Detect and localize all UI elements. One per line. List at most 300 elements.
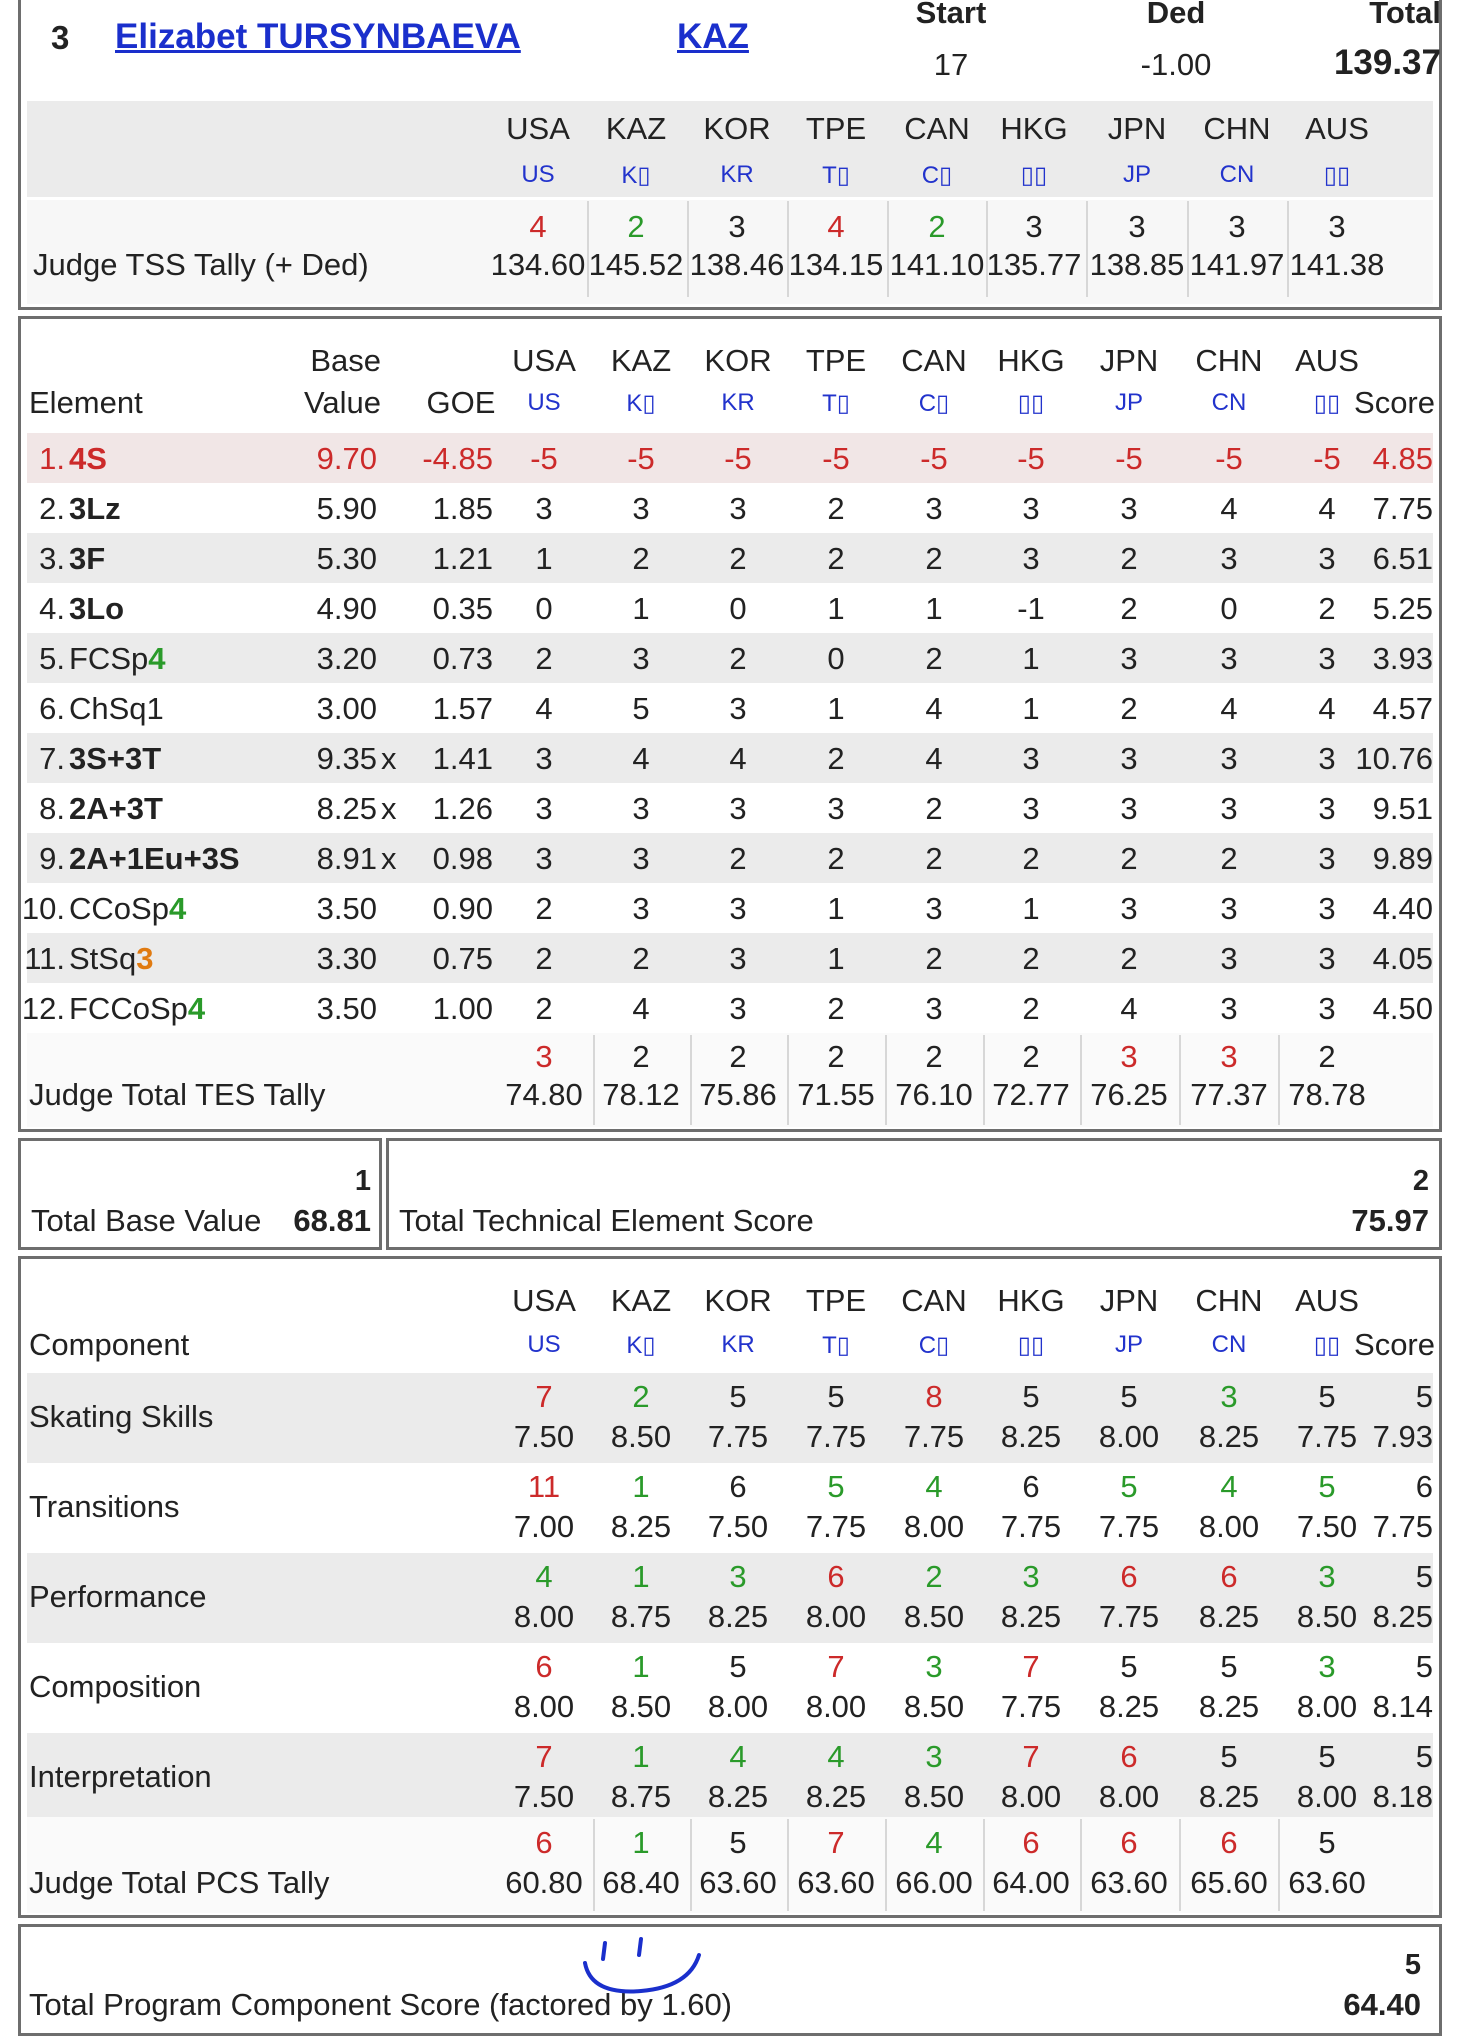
judge-rank: 5 <box>827 1469 845 1504</box>
judge-component-mark: 8.50 <box>903 1599 965 1634</box>
judge-code: AUS <box>1305 111 1369 146</box>
judge-score: 78.12 <box>602 1077 680 1112</box>
judge-rank: 1 <box>632 1559 650 1594</box>
judge-rank: 5 <box>1318 1379 1336 1414</box>
judge-code: CAN <box>901 343 967 378</box>
judge-goe-mark: 2 <box>925 841 943 876</box>
judge-component-mark: 7.75 <box>1000 1689 1062 1724</box>
judge-rank: 3 <box>1228 209 1246 244</box>
judge-goe-mark: 3 <box>632 891 650 926</box>
judge-goe-mark: 3 <box>1120 791 1138 826</box>
judge-rank: 2 <box>632 1039 650 1074</box>
judge-country-code: US <box>521 161 555 188</box>
judge-score: 76.10 <box>895 1077 973 1112</box>
judge-component-mark: 8.00 <box>1098 1779 1160 1814</box>
judge-rank: 1 <box>632 1739 650 1774</box>
ded-label: Ded <box>1146 0 1206 30</box>
nation-link[interactable]: KAZ <box>677 17 749 56</box>
judge-component-mark: 8.25 <box>707 1599 769 1634</box>
judge-country-code: CN <box>1219 161 1255 188</box>
element-score: 4.40 <box>1372 891 1433 926</box>
element-number: 2. <box>39 491 65 526</box>
judge-goe-mark: 3 <box>729 991 747 1026</box>
judge-goe-mark: 3 <box>1220 741 1238 776</box>
base-header-top: Base <box>310 343 381 378</box>
judge-rank: 4 <box>1220 1469 1238 1504</box>
judge-goe-mark: 5 <box>632 691 650 726</box>
judge-component-mark: 8.00 <box>1098 1419 1160 1454</box>
judge-rank: 2 <box>632 1379 650 1414</box>
judge-goe-mark: 3 <box>1120 741 1138 776</box>
base-value-box <box>18 1138 382 1250</box>
element-name: 3F <box>69 541 106 576</box>
judge-rank: 3 <box>1318 1559 1336 1594</box>
judge-component-mark: 8.25 <box>1000 1419 1062 1454</box>
element-number: 6. <box>39 691 65 726</box>
element-base-value: 9.35 <box>316 741 377 776</box>
judge-rank: 5 <box>729 1825 747 1860</box>
element-number: 1. <box>39 441 65 476</box>
judge-goe-mark: 3 <box>925 991 943 1026</box>
element-goe: 1.57 <box>432 691 493 726</box>
judge-country-code: K▯ <box>626 390 656 417</box>
judge-goe-mark: 3 <box>535 741 553 776</box>
judge-goe-mark: 4 <box>1120 991 1138 1026</box>
tes-tally-label: Judge Total TES Tally <box>29 1077 326 1112</box>
judge-component-mark: 7.50 <box>513 1779 575 1814</box>
judge-score: 134.60 <box>490 247 586 282</box>
judge-rank: 5 <box>729 1379 747 1414</box>
tes-total-value: 75.97 <box>1351 1203 1429 1238</box>
base-header-bottom: Value <box>304 385 381 420</box>
judge-component-mark: 8.75 <box>610 1599 672 1634</box>
element-score: 3.93 <box>1372 641 1433 676</box>
element-base-value: 3.50 <box>316 891 377 926</box>
judge-rank: 5 <box>729 1649 747 1684</box>
judge-rank: 4 <box>535 1559 553 1594</box>
judge-component-mark: 8.50 <box>903 1779 965 1814</box>
judge-rank: 8 <box>925 1379 943 1414</box>
judge-goe-mark: 3 <box>1220 791 1238 826</box>
judge-goe-mark: 4 <box>535 691 553 726</box>
judge-goe-mark: 3 <box>535 841 553 876</box>
component-score: 8.25 <box>1372 1599 1433 1634</box>
tss-label: Judge TSS Tally (+ Ded) <box>33 247 369 282</box>
judge-component-mark: 7.75 <box>707 1419 769 1454</box>
judge-component-mark: 8.25 <box>1198 1599 1260 1634</box>
judge-rank: 6 <box>1220 1825 1238 1860</box>
judge-rank: 5 <box>1318 1469 1336 1504</box>
element-number: 10. <box>21 891 65 926</box>
judge-rank: 6 <box>535 1825 553 1860</box>
element-name: FCSp4 <box>69 641 166 676</box>
element-base-value: 8.91 <box>316 841 377 876</box>
element-name: 3Lz <box>69 491 121 526</box>
judge-goe-mark: -5 <box>724 441 752 476</box>
judge-goe-mark: 1 <box>925 591 943 626</box>
element-goe: 1.21 <box>432 541 493 576</box>
ded-value: -1.00 <box>1140 47 1212 82</box>
judge-score: 138.46 <box>689 247 785 282</box>
element-goe: -4.85 <box>422 441 493 476</box>
judge-rank: 3 <box>1025 209 1043 244</box>
element-goe: 1.85 <box>432 491 493 526</box>
judge-component-mark: 8.50 <box>610 1689 672 1724</box>
judge-country-code: CN <box>1211 389 1247 416</box>
judge-rank: 7 <box>535 1379 553 1414</box>
judge-goe-mark: 3 <box>1318 891 1336 926</box>
element-base-value: 8.25 <box>316 791 377 826</box>
judge-goe-mark: -5 <box>627 441 655 476</box>
judge-goe-mark: 3 <box>729 491 747 526</box>
judge-rank: 2 <box>1022 1039 1040 1074</box>
judge-goe-mark: 4 <box>1220 491 1238 526</box>
judge-component-mark: 8.00 <box>513 1599 575 1634</box>
judge-country-code: JP <box>1122 161 1151 188</box>
judge-goe-mark: 3 <box>1022 491 1040 526</box>
component-score-header: Score <box>1354 1327 1435 1362</box>
judge-component-mark: 8.50 <box>1296 1599 1358 1634</box>
component-name: Skating Skills <box>29 1399 214 1434</box>
pcs-rank: 5 <box>1404 1949 1421 1981</box>
element-name: 3S+3T <box>69 741 162 776</box>
element-base-value: 3.20 <box>316 641 377 676</box>
judge-goe-mark: 3 <box>535 791 553 826</box>
rank: 3 <box>51 19 70 56</box>
judge-code: KOR <box>704 343 772 378</box>
component-name: Transitions <box>29 1489 180 1524</box>
judge-rank: 4 <box>827 209 845 244</box>
element-score: 4.57 <box>1372 691 1433 726</box>
component-name: Performance <box>29 1579 207 1614</box>
judge-rank: 1 <box>632 1649 650 1684</box>
start-value: 17 <box>933 47 969 82</box>
judge-goe-mark: 3 <box>1120 891 1138 926</box>
judge-rank: 2 <box>729 1039 747 1074</box>
element-base-value: 9.70 <box>316 441 377 476</box>
judge-goe-mark: 3 <box>1022 741 1040 776</box>
judge-goe-mark: 4 <box>632 991 650 1026</box>
judge-score: 75.86 <box>699 1077 777 1112</box>
skater-name-link[interactable]: Elizabet TURSYNBAEVA <box>115 17 521 56</box>
score-header: Score <box>1354 385 1435 420</box>
judge-goe-mark: 3 <box>1220 541 1238 576</box>
judge-goe-mark: 2 <box>925 791 943 826</box>
judge-component-mark: 8.25 <box>1198 1419 1260 1454</box>
judge-rank: 2 <box>925 1039 943 1074</box>
judge-score: 76.25 <box>1090 1077 1168 1112</box>
component-score: 8.18 <box>1372 1779 1433 1814</box>
judge-goe-mark: 2 <box>827 491 845 526</box>
judge-score: 78.78 <box>1288 1077 1366 1112</box>
judge-goe-mark: 1 <box>632 591 650 626</box>
total-label: Total <box>1369 0 1441 30</box>
judge-goe-mark: 3 <box>1120 491 1138 526</box>
judge-goe-mark: 3 <box>632 641 650 676</box>
element-base-value: 3.00 <box>316 691 377 726</box>
judge-component-mark: 8.25 <box>610 1509 672 1544</box>
judge-rank: 5 <box>1318 1739 1336 1774</box>
judge-code: TPE <box>805 1283 867 1318</box>
judge-country-code: JP <box>1114 389 1143 416</box>
skater-summary-box <box>18 0 1442 310</box>
judge-goe-mark: 0 <box>1220 591 1238 626</box>
element-score: 4.85 <box>1372 441 1433 476</box>
component-score: 7.93 <box>1372 1419 1433 1454</box>
judge-rank: 5 <box>1022 1379 1040 1414</box>
judge-code: HKG <box>997 343 1065 378</box>
judge-rank: 5 <box>1220 1649 1238 1684</box>
judge-code: TPE <box>805 111 867 146</box>
judge-score: 141.38 <box>1289 247 1385 282</box>
judge-goe-mark: 3 <box>1318 991 1336 1026</box>
judge-rank: 3 <box>728 209 746 244</box>
element-name: 2A+1Eu+3S <box>69 841 240 876</box>
judge-goe-mark: 2 <box>1220 841 1238 876</box>
judge-rank: 6 <box>1120 1559 1138 1594</box>
judge-score: 77.37 <box>1190 1077 1268 1112</box>
judge-country-code: K▯ <box>621 162 651 189</box>
judge-code: USA <box>512 343 576 378</box>
judge-code: CHN <box>1203 111 1271 146</box>
smiley-doodle <box>581 1933 711 2003</box>
judge-code: CHN <box>1195 1283 1263 1318</box>
element-name: FCCoSp4 <box>69 991 206 1026</box>
judge-rank: 4 <box>529 209 547 244</box>
judge-rank: 3 <box>1128 209 1146 244</box>
judge-component-mark: 8.75 <box>610 1779 672 1814</box>
judge-goe-mark: 3 <box>925 891 943 926</box>
judge-goe-mark: 3 <box>632 791 650 826</box>
judge-goe-mark: -5 <box>1017 441 1045 476</box>
judge-goe-mark: 2 <box>925 541 943 576</box>
judge-score: 134.15 <box>788 247 884 282</box>
judge-goe-mark: -5 <box>1115 441 1143 476</box>
judge-score: 135.77 <box>986 247 1082 282</box>
judge-rank: 3 <box>1022 1559 1040 1594</box>
judge-rank: 3 <box>729 1559 747 1594</box>
judge-code: AUS <box>1295 343 1359 378</box>
judge-goe-mark: 3 <box>1318 541 1336 576</box>
judge-goe-mark: 3 <box>1318 641 1336 676</box>
judge-rank: 4 <box>729 1739 747 1774</box>
base-total-label: Total Base Value <box>31 1203 262 1238</box>
judge-rank: 3 <box>1120 1039 1138 1074</box>
judge-code: JPN <box>1099 343 1159 378</box>
element-number: 11. <box>24 941 65 976</box>
judge-component-mark: 7.50 <box>1296 1509 1358 1544</box>
judge-goe-mark: 3 <box>1120 641 1138 676</box>
judge-country-code: T▯ <box>822 390 850 417</box>
judge-goe-mark: 2 <box>729 841 747 876</box>
element-name: 2A+3T <box>69 791 163 826</box>
base-rank: 1 <box>354 1165 371 1197</box>
judge-goe-mark: 3 <box>1318 941 1336 976</box>
element-score: 5.25 <box>1372 591 1433 626</box>
judge-component-mark: 7.75 <box>1296 1419 1358 1454</box>
judge-rank: 6 <box>535 1649 553 1684</box>
judge-component-mark: 8.25 <box>1098 1689 1160 1724</box>
judge-goe-mark: -5 <box>530 441 558 476</box>
element-base-value: 3.30 <box>316 941 377 976</box>
judge-score: 68.40 <box>602 1865 680 1900</box>
judge-country-code: C▯ <box>918 1332 950 1359</box>
judge-goe-mark: -1 <box>1017 591 1045 626</box>
judge-goe-mark: 2 <box>535 991 553 1026</box>
judge-goe-mark: 2 <box>925 941 943 976</box>
judge-goe-mark: 3 <box>827 791 845 826</box>
judge-score: 63.60 <box>1288 1865 1366 1900</box>
element-name: CCoSp4 <box>69 891 187 926</box>
judge-rank: 7 <box>535 1739 553 1774</box>
judge-component-mark: 7.50 <box>513 1419 575 1454</box>
judge-rank: 6 <box>1022 1469 1040 1504</box>
component-rank: 5 <box>1415 1559 1433 1594</box>
judge-rank: 2 <box>925 1559 943 1594</box>
judge-goe-mark: 2 <box>1318 591 1336 626</box>
judge-goe-mark: 4 <box>925 741 943 776</box>
judge-component-mark: 8.25 <box>1000 1599 1062 1634</box>
judge-component-mark: 7.75 <box>805 1509 867 1544</box>
judge-goe-mark: 0 <box>729 591 747 626</box>
judge-component-mark: 8.00 <box>805 1599 867 1634</box>
judge-rank: 3 <box>1318 1649 1336 1684</box>
judge-country-code: ▯▯ <box>1017 1332 1045 1359</box>
element-name: 3Lo <box>69 591 125 626</box>
judge-rank: 11 <box>527 1469 561 1504</box>
judge-goe-mark: 3 <box>925 491 943 526</box>
judge-code: AUS <box>1295 1283 1359 1318</box>
judge-rank: 4 <box>827 1739 845 1774</box>
judge-score: 64.00 <box>992 1865 1070 1900</box>
tes-total-label: Total Technical Element Score <box>399 1203 814 1238</box>
judge-rank: 6 <box>1120 1739 1138 1774</box>
judge-goe-mark: 3 <box>1220 991 1238 1026</box>
element-number: 12. <box>21 991 65 1026</box>
pcs-total-label: Total Program Component Score (factored by 1.60) <box>29 1987 733 2022</box>
judge-component-mark: 8.25 <box>805 1779 867 1814</box>
judge-rank: 3 <box>1220 1379 1238 1414</box>
judge-rank: 7 <box>827 1649 845 1684</box>
component-name: Interpretation <box>29 1759 212 1794</box>
judge-rank: 5 <box>1120 1649 1138 1684</box>
element-name: ChSq1 <box>69 691 164 726</box>
judge-score: 145.52 <box>588 247 684 282</box>
judge-rank: 2 <box>1318 1039 1336 1074</box>
judge-code: KAZ <box>610 1283 672 1318</box>
judge-country-code: ▯▯ <box>1323 162 1351 189</box>
judge-country-code: KR <box>720 161 754 188</box>
component-rank: 6 <box>1415 1469 1433 1504</box>
judge-component-mark: 8.25 <box>1198 1689 1260 1724</box>
element-goe: 0.75 <box>432 941 493 976</box>
judge-rank: 6 <box>1220 1559 1238 1594</box>
judge-component-mark: 8.00 <box>1296 1779 1358 1814</box>
judge-component-mark: 7.75 <box>1098 1509 1160 1544</box>
element-level: 3 <box>136 941 154 976</box>
judge-goe-mark: 2 <box>729 641 747 676</box>
judge-rank: 1 <box>632 1825 650 1860</box>
judge-component-mark: 8.50 <box>610 1419 672 1454</box>
judge-component-mark: 7.75 <box>903 1419 965 1454</box>
judge-goe-mark: 3 <box>1318 841 1336 876</box>
judge-component-mark: 7.75 <box>1098 1599 1160 1634</box>
judge-component-mark: 7.75 <box>805 1419 867 1454</box>
judge-score: 141.97 <box>1189 247 1285 282</box>
judge-goe-mark: 0 <box>535 591 553 626</box>
judge-code: KOR <box>704 1283 772 1318</box>
judge-country-code: KR <box>721 389 755 416</box>
element-number: 7. <box>39 741 65 776</box>
judge-goe-mark: 1 <box>827 941 845 976</box>
components-box <box>18 1256 1442 1918</box>
component-score: 8.14 <box>1372 1689 1433 1724</box>
judge-goe-mark: 0 <box>827 641 845 676</box>
judge-rank: 7 <box>1022 1739 1040 1774</box>
judge-code: KAZ <box>610 343 672 378</box>
judge-component-mark: 8.00 <box>1296 1689 1358 1724</box>
element-base-value: 3.50 <box>316 991 377 1026</box>
element-level: 4 <box>168 891 187 926</box>
judge-score: 63.60 <box>797 1865 875 1900</box>
element-score: 4.50 <box>1372 991 1433 1026</box>
judge-goe-mark: 2 <box>1120 841 1138 876</box>
judge-goe-mark: 2 <box>1022 841 1040 876</box>
judge-component-mark: 8.00 <box>707 1689 769 1724</box>
judge-score: 60.80 <box>505 1865 583 1900</box>
tes-rank: 2 <box>1412 1165 1429 1197</box>
component-rank: 5 <box>1415 1379 1433 1414</box>
judge-code: JPN <box>1099 1283 1159 1318</box>
elements-box <box>18 316 1442 1132</box>
judge-country-code: ▯▯ <box>1017 390 1045 417</box>
judge-component-mark: 7.00 <box>513 1509 575 1544</box>
judge-goe-mark: 4 <box>1318 491 1336 526</box>
judge-component-mark: 8.00 <box>1000 1779 1062 1814</box>
element-score: 10.76 <box>1355 741 1433 776</box>
element-score: 7.75 <box>1372 491 1433 526</box>
bonus-marker: x <box>381 741 397 776</box>
judge-score: 138.85 <box>1089 247 1185 282</box>
judge-score: 71.55 <box>797 1077 875 1112</box>
element-score: 6.51 <box>1372 541 1433 576</box>
component-rank: 5 <box>1415 1649 1433 1684</box>
judge-goe-mark: 2 <box>1120 591 1138 626</box>
pcs-total-box <box>18 1924 1442 2036</box>
element-header: Element <box>29 385 143 420</box>
element-score: 9.89 <box>1372 841 1433 876</box>
judge-goe-mark: 3 <box>1220 941 1238 976</box>
judge-goe-mark: -5 <box>1215 441 1243 476</box>
judge-goe-mark: -5 <box>822 441 850 476</box>
judge-goe-mark: 2 <box>1022 941 1040 976</box>
element-number: 4. <box>39 591 65 626</box>
judge-goe-mark: -5 <box>1313 441 1341 476</box>
element-score: 4.05 <box>1372 941 1433 976</box>
element-goe: 0.35 <box>432 591 493 626</box>
judge-goe-mark: 2 <box>632 541 650 576</box>
judge-score: 74.80 <box>505 1077 583 1112</box>
judge-goe-mark: 3 <box>632 491 650 526</box>
judge-country-code: ▯▯ <box>1020 162 1048 189</box>
judge-goe-mark: 1 <box>1022 641 1040 676</box>
judge-component-mark: 8.00 <box>513 1689 575 1724</box>
judge-component-mark: 8.25 <box>1198 1779 1260 1814</box>
judge-country-code: CN <box>1211 1331 1247 1358</box>
judge-component-mark: 8.00 <box>1198 1509 1260 1544</box>
judge-goe-mark: 3 <box>632 841 650 876</box>
judge-goe-mark: 3 <box>1220 641 1238 676</box>
